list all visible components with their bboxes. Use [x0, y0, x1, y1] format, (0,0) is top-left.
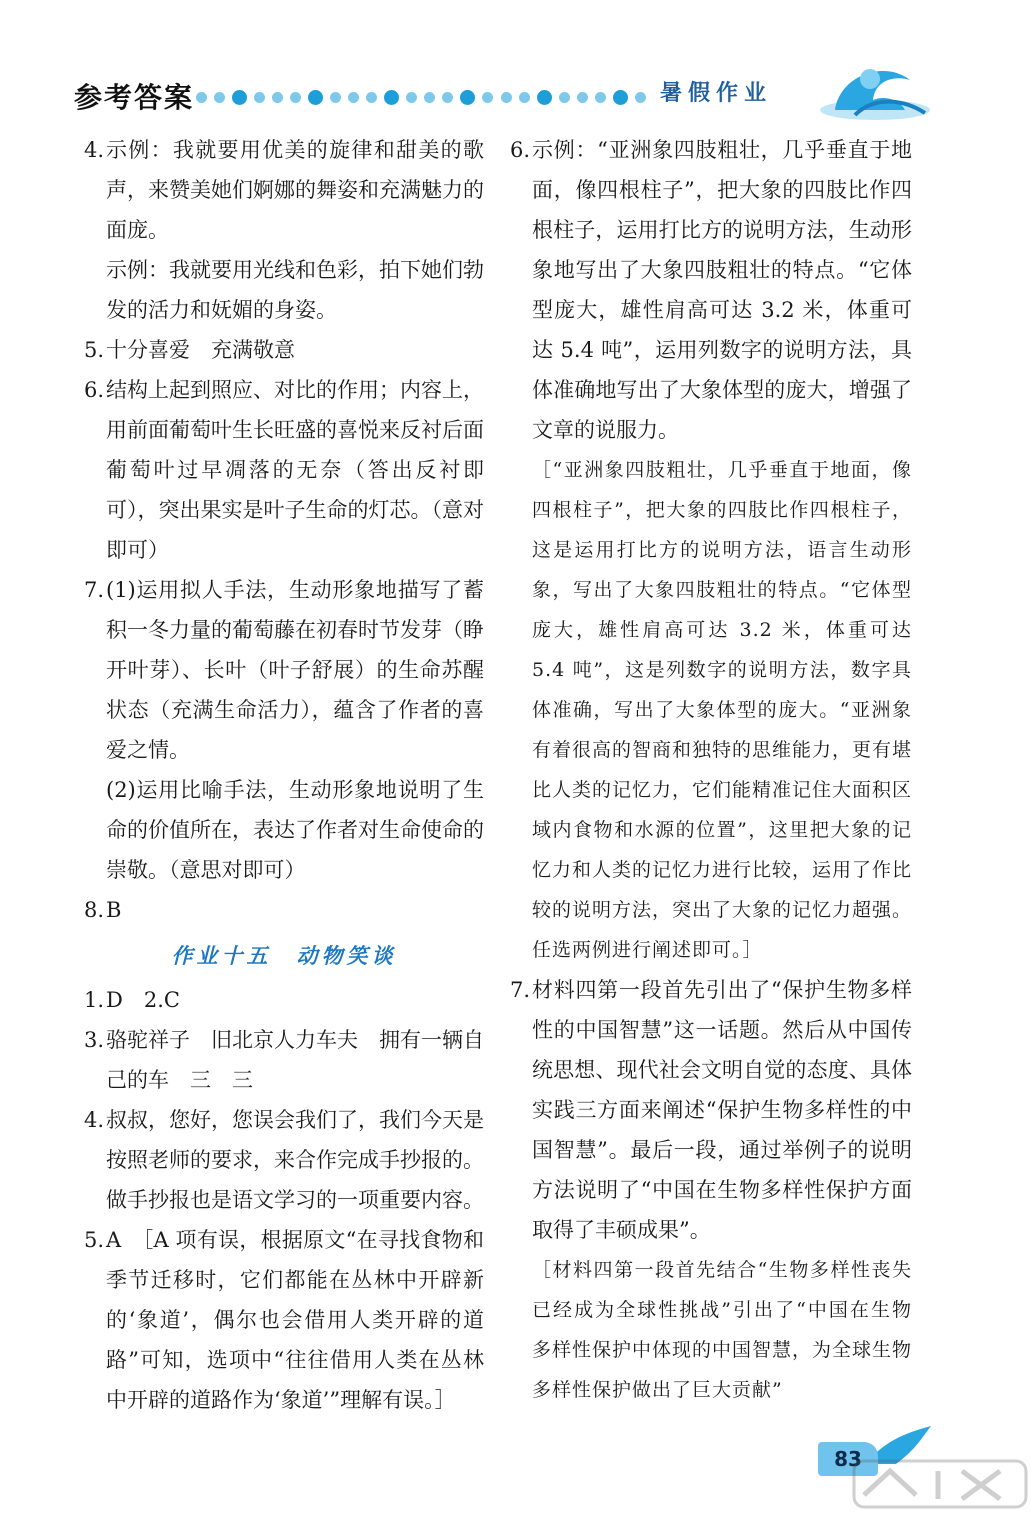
answer-text: 骆驼祥子 旧北京人力车夫 拥有一辆自己的车 三 三: [106, 1028, 484, 1092]
answer-5: 5. 十分喜爱 充满敬意: [84, 338, 295, 362]
answer-5b: 5. A ［A 项有误，根据原文“在寻找食物和季节迁移时，它们都能在丛林中开辟新的‘象道’，偶尔也会借用人类开辟的道路”可知，选项中“往往借用人类在丛林中开辟的道路作为‘象道’”理解有误。］: [84, 1228, 484, 1412]
answer-text: 结构上起到照应、对比的作用；内容上，用前面葡萄叶生长旺盛的喜悦来反衬后面葡萄叶过早凋落的无奈（答出反衬即可），突出果实是叶子生命的灯芯。（意对即可）: [106, 378, 484, 562]
answer-text: 叔叔，您好，您误会我们了，我们今天是按照老师的要求，来合作完成手抄报的。做手抄报也是语文学习的一项重要内容。: [106, 1108, 484, 1212]
answer-text: A ［A 项有误，根据原文“在寻找食物和季节迁移时，它们都能在丛林中开辟新的‘象道’，偶尔也会借用人类开辟的道路”可知，选项中“往往借用人类在丛林中开辟的道路作为‘象道’”理解有误。］: [106, 1228, 484, 1412]
answer-7-note: ［材料四第一段首先结合“生物多样性丧失已经成为全球性挑战”引出了“中国在生物多样性保护中体现的中国智慧，为全球生物多样性保护做出了巨大贡献”: [532, 1259, 913, 1401]
answer-6b: 6. 示例：“亚洲象四肢粗壮，几乎垂直于地面，像四根柱子”，把大象的四肢比作四根柱子，运用打比方的说明方法，生动形象地写出了大象四肢粗壮的特点。“它体型庞大，雄性肩高可达 3.2 米，体重可达 5.4 吨”，运用列数字的说明方法，具体准确地写出了大象体型的庞大，增强了文章的说服力。: [510, 138, 912, 442]
answer-text: (1)运用拟人手法，生动形象地描写了蓄积一冬力量的葡萄藤在初春时节发芽（睁开叶芽）、长叶（叶子舒展）的生命苏醒状态（充满生命活力），蕴含了作者的喜爱之情。: [106, 578, 484, 762]
header-title: 参考答案: [74, 81, 195, 114]
series-label: 暑假作业: [660, 81, 773, 106]
section-title: 作业十五 动物笑谈: [171, 944, 397, 968]
answer-1-2: 1. D 2.C: [84, 988, 180, 1012]
answer-text: 示例：“亚洲象四肢粗壮，几乎垂直于地面，像四根柱子”，把大象的四肢比作四根柱子，运用打比方的说明方法，生动形象地写出了大象四肢粗壮的特点。“它体型庞大，雄性肩高可达 3.2 米，体重可达 5.4 吨”，运用列数字的说明方法，具体准确地写出了大象体型的庞大，增强了文章的说服力。: [532, 138, 912, 442]
answer-4-alt: 示例：我就要用光线和色彩，拍下她们勃发的活力和妩媚的身姿。: [106, 258, 484, 322]
answer-7: 7. (1)运用拟人手法，生动形象地描写了蓄积一冬力量的葡萄藤在初春时节发芽（睁开叶芽）、长叶（叶子舒展）的生命苏醒状态（充满生命活力），蕴含了作者的喜爱之情。: [84, 578, 484, 762]
page-header: [0, 0, 1034, 130]
answer-4: 4. 示例：我就要用优美的旋律和甜美的歌声，来赞美她们婀娜的舞姿和充满魅力的面庞。: [84, 138, 484, 242]
answer-6: 6. 结构上起到照应、对比的作用；内容上，用前面葡萄叶生长旺盛的喜悦来反衬后面葡萄叶过早凋落的无奈（答出反衬即可），突出果实是叶子生命的灯芯。（意对即可）: [84, 378, 484, 562]
answer-text: D 2.C: [106, 988, 180, 1012]
left-column: [84, 130, 484, 1420]
right-column: [510, 130, 912, 1410]
answer-text: 示例：我就要用优美的旋律和甜美的歌声，来赞美她们婀娜的舞姿和充满魅力的面庞。: [106, 138, 484, 242]
answer-text: B: [106, 898, 122, 922]
watermark-logo: [850, 1455, 1030, 1535]
answer-text: 十分喜爱 充满敬意: [106, 338, 295, 362]
answer-3: 3. 骆驼祥子 旧北京人力车夫 拥有一辆自己的车 三 三: [84, 1028, 484, 1092]
answer-4b: 4. 叔叔，您好，您误会我们了，我们今天是按照老师的要求，来合作完成手抄报的。做手抄报也是语文学习的一项重要内容。: [84, 1108, 484, 1212]
decorative-dots: [196, 86, 646, 108]
page-number: 83: [818, 1442, 878, 1476]
answer-7b: 7. 材料四第一段首先引出了“保护生物多样性的中国智慧”这一话题。然后从中国传统思想、现代社会文明自觉的态度、具体实践三方面来阐述“保护生物多样性的中国智慧”。最后一段，通过举例子的说明方法说明了“中国在生物多样性保护方面取得了丰硕成果”。: [510, 978, 912, 1242]
answer-7-part2: (2)运用比喻手法，生动形象地说明了生命的价值所在，表达了作者对生命使命的崇敬。（意思对即可）: [106, 778, 484, 882]
answer-6-note: ［“亚洲象四肢粗壮，几乎垂直于地面，像四根柱子”，把大象的四肢比作四根柱子，这是运用打比方的说明方法，语言生动形象，写出了大象四肢粗壮的特点。“它体型庞大，雄性肩高可达 3.2 米，体重可达 5.4 吨”，这是列数字的说明方法，数字具体准确，写出了大象体型的庞大。“亚洲象有着很高的智商和独特的思维能力，更有堪比人类的记忆力，它们能精准记住大面积区域内食物和水源的位置”，这里把大象的记忆力和人类的记忆力进行比较，运用了作比较的说明方法，突出了大象的记忆力超强。任选两例进行阐述即可。］: [532, 459, 913, 961]
answer-text: 材料四第一段首先引出了“保护生物多样性的中国智慧”这一话题。然后从中国传统思想、现代社会文明自觉的态度、具体实践三方面来阐述“保护生物多样性的中国智慧”。最后一段，通过举例子的说明方法说明了“中国在生物多样性保护方面取得了丰硕成果”。: [532, 978, 912, 1242]
wave-logo-icon: [815, 55, 935, 125]
answer-8: 8. B: [84, 898, 122, 922]
